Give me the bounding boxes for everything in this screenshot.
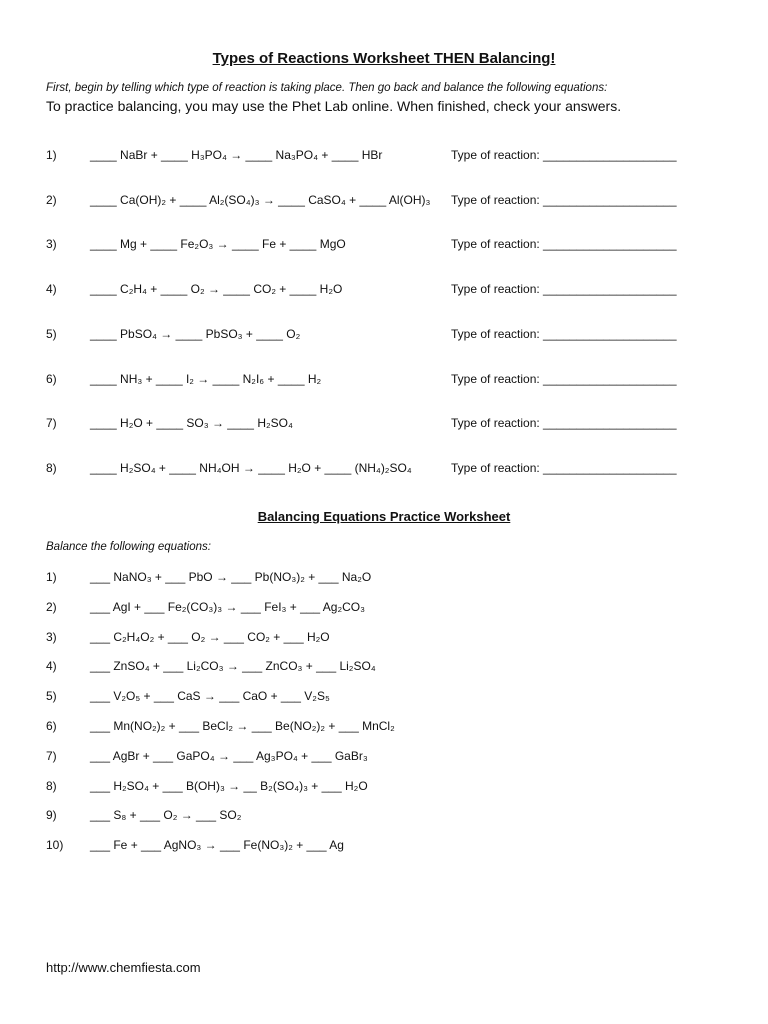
type-of-reaction-blank: Type of reaction: ____________________	[451, 371, 677, 386]
reaction-equation: ____ Mg + ____ Fe₂O₃ → ____ Fe + ____ MgO	[90, 237, 346, 252]
balance-number: 6)	[46, 719, 57, 733]
instructions-italic: First, begin by telling which type of reaction is taking place. Then go back and balance the following equations:	[46, 82, 608, 94]
reaction-equation: ____ H₂O + ____ SO₃ → ____ H₂SO₄	[90, 416, 293, 431]
balance-number: 8)	[46, 778, 57, 793]
balance-equation: ___ S₈ + ___ O₂ → ___ SO₂	[90, 808, 242, 823]
type-of-reaction-blank: Type of reaction: ____________________	[451, 460, 677, 475]
footer-link[interactable]: http://www.chemfiesta.com	[46, 960, 201, 975]
balance-number: 4)	[46, 659, 57, 674]
balance-equation: ___ C₂H₄O₂ + ___ O₂ → ___ CO₂ + ___ H₂O	[90, 629, 330, 644]
balance-equation: ___ NaNO₃ + ___ PbO → ___ Pb(NO₃)₂ + ___ Na₂O	[90, 570, 372, 584]
balance-number: 9)	[46, 808, 57, 823]
balance-number: 7)	[46, 748, 57, 763]
balance-equation: ___ Mn(NO₂)₂ + ___ BeCl₂ → ___ Be(NO₂)₂ + ___ MnCl₂	[90, 719, 395, 733]
reaction-number: 1)	[46, 148, 57, 162]
balance-equation: ___ Fe + ___ AgNO₃ → ___ Fe(NO₃)₂ + ___ Ag	[90, 838, 344, 853]
reaction-number: 7)	[46, 416, 57, 431]
reaction-equation: ____ NH₃ + ____ I₂ → ____ N₂I₆ + ____ H₂	[90, 371, 322, 386]
balance-number: 3)	[46, 629, 57, 644]
reaction-equation: ____ C₂H₄ + ____ O₂ → ____ CO₂ + ____ H₂O	[90, 282, 343, 297]
balance-number: 5)	[46, 689, 57, 704]
section-title-balancing: Balancing Equations Practice Worksheet	[257, 509, 511, 524]
balance-equation: ___ V₂O₅ + ___ CaS → ___ CaO + ___ V₂S₅	[90, 689, 330, 704]
type-of-reaction-blank: Type of reaction: ____________________	[451, 282, 677, 297]
type-of-reaction-blank: Type of reaction: ____________________	[451, 192, 677, 207]
instructions-phet: To practice balancing, you may use the Phet Lab online. When finished, check your answers.	[46, 98, 622, 114]
balance-equation: ___ ZnSO₄ + ___ Li₂CO₃ → ___ ZnCO₃ + ___ Li₂SO₄	[90, 659, 376, 674]
reaction-number: 4)	[46, 282, 57, 297]
page-title: Types of Reactions Worksheet THEN Balancing!	[212, 50, 556, 67]
reaction-number: 5)	[46, 326, 57, 341]
reaction-equation: ____ PbSO₄ → ____ PbSO₃ + ____ O₂	[90, 326, 301, 341]
type-of-reaction-blank: Type of reaction: ____________________	[451, 416, 677, 431]
reaction-number: 3)	[46, 237, 57, 252]
balancing-instructions: Balance the following equations:	[46, 541, 211, 553]
balance-equation: ___ H₂SO₄ + ___ B(OH)₃ → __ B₂(SO₄)₃ + ___ H₂O	[90, 778, 368, 793]
balance-number: 10)	[46, 838, 64, 853]
balance-equation: ___ AgI + ___ Fe₂(CO₃)₃ → ___ FeI₃ + ___ Ag₂CO₃	[90, 599, 366, 614]
reaction-number: 2)	[46, 192, 57, 207]
type-of-reaction-blank: Type of reaction: ____________________	[451, 326, 677, 341]
type-of-reaction-blank: Type of reaction: ____________________	[451, 237, 677, 252]
reaction-number: 8)	[46, 460, 57, 475]
balance-number: 1)	[46, 570, 57, 584]
reaction-equation: ____ NaBr + ____ H₃PO₄ → ____ Na₃PO₄ + ____ HBr	[90, 148, 383, 162]
type-of-reaction-blank: Type of reaction: ____________________	[451, 148, 677, 162]
reaction-number: 6)	[46, 371, 57, 386]
reaction-equation: ____ H₂SO₄ + ____ NH₄OH → ____ H₂O + ____ (NH₄)₂SO₄	[90, 460, 412, 475]
balance-equation: ___ AgBr + ___ GaPO₄ → ___ Ag₃PO₄ + ___ GaBr₃	[90, 748, 368, 763]
balance-number: 2)	[46, 599, 57, 614]
reaction-equation: ____ Ca(OH)₂ + ____ Al₂(SO₄)₃ → ____ CaSO₄ + ____ Al(OH)₃	[90, 192, 431, 207]
